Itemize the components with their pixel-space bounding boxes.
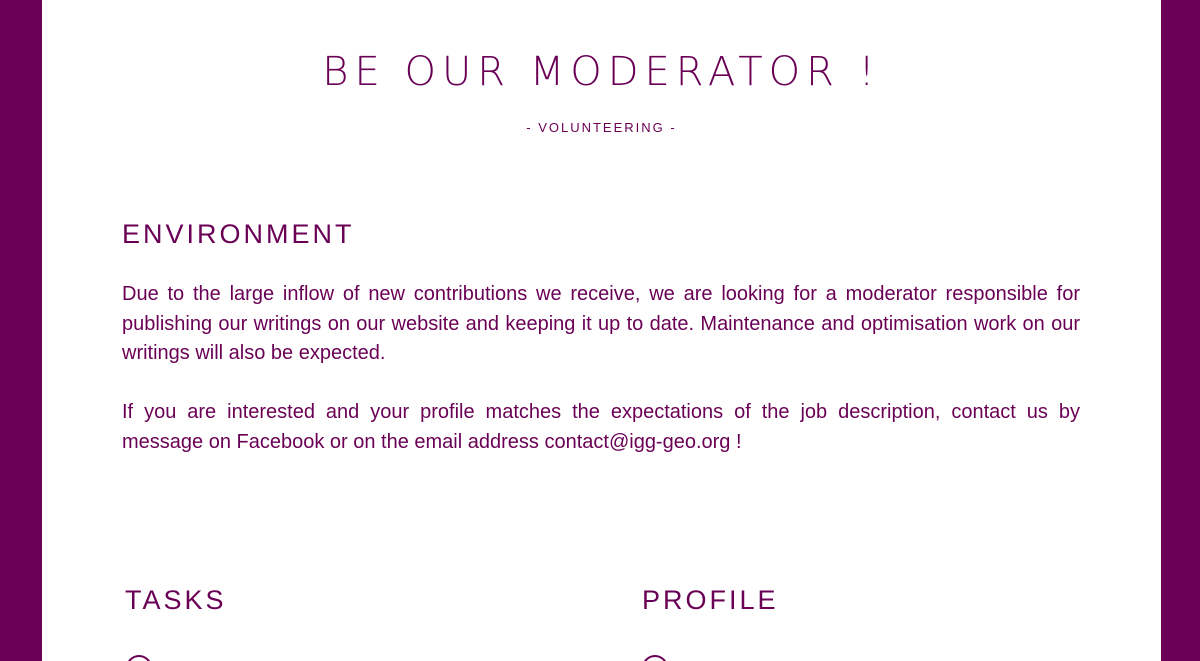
profile-heading: PROFILE	[642, 585, 779, 615]
environment-paragraph-1: Due to the large inflow of new contributions we receive, we are looking for a moderator responsible for publishing our writings on our website and keeping it up to date. Maintenance and optimisation work on our writings will also be expected.	[122, 283, 1080, 364]
tasks-bullet-icon	[126, 655, 152, 661]
environment-paragraph-2: If you are interested and your profile matches the expectations of the job description, contact us by message on Facebook or on the email address contact@igg-geo.org !	[122, 401, 1080, 453]
profile-bullet-icon	[642, 655, 668, 661]
tasks-heading: TASKS	[125, 585, 227, 615]
content-page	[42, 0, 1161, 661]
page-subtitle: - VOLUNTEERING -	[526, 120, 677, 135]
page-title: BE OUR MODERATOR !	[322, 49, 881, 95]
environment-heading: ENVIRONMENT	[122, 219, 355, 249]
